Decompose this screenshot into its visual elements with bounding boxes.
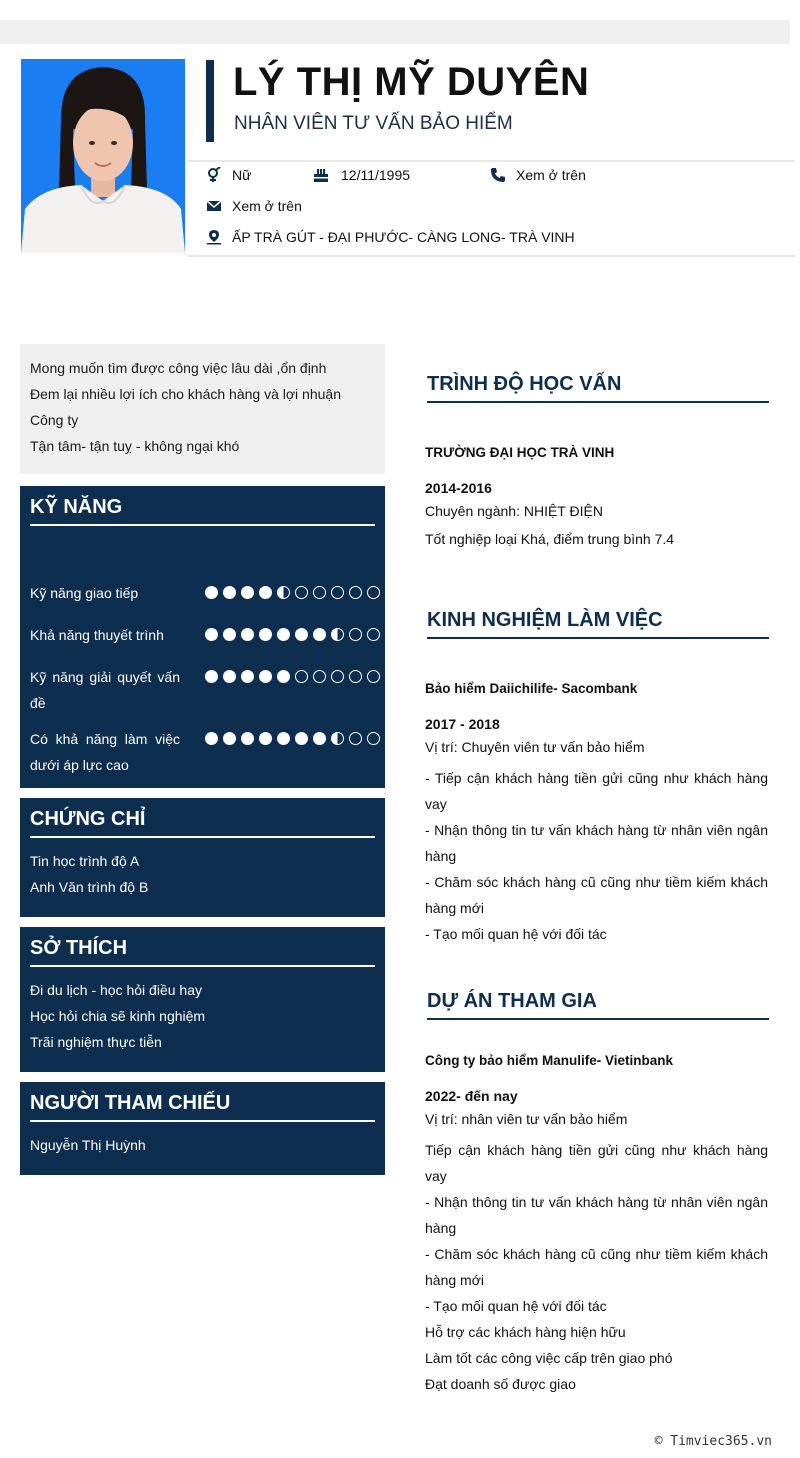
- candidate-name: LÝ THỊ MỸ DUYÊN: [233, 60, 590, 104]
- email-value: Xem ở trên: [232, 198, 302, 214]
- skill-item: [30, 664, 375, 716]
- candidate-position: NHÂN VIÊN TƯ VẤN BẢO HIỂM: [234, 113, 513, 134]
- rating-dot: [331, 628, 344, 641]
- hobby-item: Học hỏi chia sẽ kinh nghiệm: [30, 1008, 206, 1024]
- skills-heading: KỸ NĂNG: [30, 486, 375, 526]
- rating-dot: [259, 586, 272, 599]
- rating-dot: [241, 586, 254, 599]
- rating-dot: [241, 628, 254, 641]
- rating-dot: [259, 670, 272, 683]
- rating-dot: [277, 732, 290, 745]
- experience-detail: - Tạo mối quan hệ với đối tác: [425, 926, 607, 942]
- rating-dot: [223, 670, 236, 683]
- gender-icon: [206, 167, 222, 183]
- skills-section: [20, 486, 385, 788]
- education-result: Tốt nghiệp loại Khá, điểm trung bình 7.4: [425, 531, 675, 547]
- project-detail: Hỗ trợ các khách hàng hiện hữu: [425, 1324, 626, 1340]
- project-company: Công ty bảo hiểm Manulife- Vietinbank: [425, 1053, 674, 1068]
- phone-value: Xem ở trên: [516, 167, 586, 183]
- rating-dot: [205, 732, 218, 745]
- project-detail: - Chăm sóc khách hàng cũ cũng như tiềm kiếm khách hàng mới: [425, 1246, 768, 1288]
- project-detail: - Nhận thông tin tư vấn khách hàng từ nhân viên ngân hàng: [425, 1194, 768, 1236]
- skill-name: Khả năng thuyết trình: [30, 627, 164, 643]
- address-value: ẤP TRÀ GÚT - ĐẠI PHƯỚC- CÀNG LONG- TRÀ VINH: [232, 229, 575, 245]
- experience-detail: - Tiếp cận khách hàng tiền gửi cũng như khách hàng vay: [425, 770, 768, 812]
- rating-dot: [313, 628, 326, 641]
- experience-entry: [425, 679, 768, 947]
- experience-heading: KINH NGHIỆM LÀM VIỆC: [427, 609, 769, 639]
- rating-dot: [367, 732, 380, 745]
- education-school: TRƯỜNG ĐẠI HỌC TRÀ VINH: [425, 445, 615, 460]
- career-objective: [20, 344, 385, 474]
- hobbies-section: [20, 927, 385, 1072]
- project-detail: Làm tốt các công việc cấp trên giao phó: [425, 1350, 673, 1366]
- rating-dot: [295, 586, 308, 599]
- rating-dot: [241, 670, 254, 683]
- map-pin-icon: [206, 229, 222, 245]
- project-entry: [425, 1051, 768, 1397]
- experience-role: Vị trí: Chuyên viên tư vấn bảo hiểm: [425, 739, 645, 755]
- experience-detail: - Nhận thông tin tư vấn khách hàng từ nhân viên ngân hàng: [425, 822, 768, 864]
- rating-dot: [331, 732, 344, 745]
- certificates-section: [20, 798, 385, 917]
- certificates-heading: CHỨNG CHỈ: [30, 798, 375, 838]
- experience-detail: - Chăm sóc khách hàng cũ cũng như tiềm kiếm khách hàng mới: [425, 874, 768, 916]
- experience-company: Bảo hiểm Daiichilife- Sacombank: [425, 681, 638, 696]
- objective-line: Tận tâm- tận tuỵ - không ngại khó: [30, 438, 240, 454]
- rating-dot: [223, 628, 236, 641]
- rating-dot: [367, 628, 380, 641]
- birthday-value: 12/11/1995: [341, 167, 411, 183]
- project-period: 2022- đến nay: [425, 1088, 518, 1104]
- skill-rating: [205, 732, 385, 745]
- rating-dot: [295, 628, 308, 641]
- skill-rating: [205, 628, 385, 641]
- skill-name: Kỹ năng giải quyết vấn đề: [30, 669, 180, 711]
- skill-item: [30, 580, 375, 606]
- rating-dot: [205, 628, 218, 641]
- rating-dot: [259, 732, 272, 745]
- education-period: 2014-2016: [425, 480, 492, 496]
- experience-period: 2017 - 2018: [425, 716, 500, 732]
- skill-item: [30, 622, 375, 648]
- project-detail: Đạt doanh số được giao: [425, 1376, 576, 1392]
- rating-dot: [331, 586, 344, 599]
- rating-dot: [223, 586, 236, 599]
- rating-dot: [331, 670, 344, 683]
- project-detail: - Tạo mối quan hệ với đối tác: [425, 1298, 607, 1314]
- skill-item: [30, 726, 375, 778]
- rating-dot: [367, 670, 380, 683]
- skill-name: Kỹ năng giao tiếp: [30, 585, 139, 601]
- hobbies-heading: SỞ THÍCH: [30, 927, 375, 967]
- rating-dot: [349, 586, 362, 599]
- top-bar: [0, 20, 790, 44]
- avatar-photo: [21, 59, 185, 253]
- rating-dot: [349, 628, 362, 641]
- certificate-item: Tin học trình độ A: [30, 853, 140, 869]
- rating-dot: [349, 732, 362, 745]
- rating-dot: [205, 586, 218, 599]
- contact-birthday: [313, 167, 410, 183]
- footer-watermark: © Timviec365.vn: [654, 1434, 772, 1449]
- rating-dot: [313, 732, 326, 745]
- certificate-item: Anh Văn trình độ B: [30, 879, 149, 895]
- objective-line: Đem lại nhiều lợi ích cho khách hàng và lợi nhuận Công ty: [30, 386, 341, 428]
- references-section: [20, 1082, 385, 1175]
- project-role: Vị trí: nhân viên tư vấn bảo hiểm: [425, 1111, 628, 1127]
- rating-dot: [205, 670, 218, 683]
- skill-rating: [205, 670, 385, 683]
- phone-icon: [490, 167, 506, 183]
- contact-phone: [490, 167, 586, 183]
- hobby-item: Đi du lịch - học hỏi điều hay: [30, 982, 202, 998]
- skill-rating: [205, 586, 385, 599]
- envelope-icon: [206, 198, 222, 214]
- rating-dot: [241, 732, 254, 745]
- rating-dot: [259, 628, 272, 641]
- skill-name: Có khả năng làm việc dưới áp lực cao: [30, 731, 180, 773]
- rating-dot: [277, 586, 290, 599]
- contact-gender: [206, 167, 251, 183]
- rating-dot: [295, 732, 308, 745]
- rating-dot: [277, 670, 290, 683]
- contact-info: [187, 160, 795, 257]
- rating-dot: [223, 732, 236, 745]
- gender-value: Nữ: [232, 167, 252, 183]
- education-major: Chuyên ngành: NHIỆT ĐIỆN: [425, 503, 603, 519]
- rating-dot: [313, 586, 326, 599]
- hobby-item: Trãi nghiệm thực tiễn: [30, 1034, 162, 1050]
- rating-dot: [313, 670, 326, 683]
- rating-dot: [349, 670, 362, 683]
- projects-heading: DỰ ÁN THAM GIA: [427, 990, 769, 1020]
- references-heading: NGƯỜI THAM CHIẾU: [30, 1082, 375, 1122]
- education-entry: [425, 443, 768, 555]
- contact-email: [206, 198, 302, 214]
- contact-address: [206, 229, 575, 245]
- rating-dot: [277, 628, 290, 641]
- reference-item: Nguyễn Thị Huỳnh: [30, 1137, 146, 1153]
- rating-dot: [295, 670, 308, 683]
- education-heading: TRÌNH ĐỘ HỌC VẤN: [427, 373, 769, 403]
- cake-icon: [313, 167, 329, 183]
- objective-line: Mong muốn tìm được công việc lâu dài ,ổn định: [30, 360, 327, 376]
- rating-dot: [367, 586, 380, 599]
- name-accent-bar: [206, 60, 214, 142]
- project-detail: Tiếp cận khách hàng tiền gửi cũng như khách hàng vay: [425, 1142, 768, 1184]
